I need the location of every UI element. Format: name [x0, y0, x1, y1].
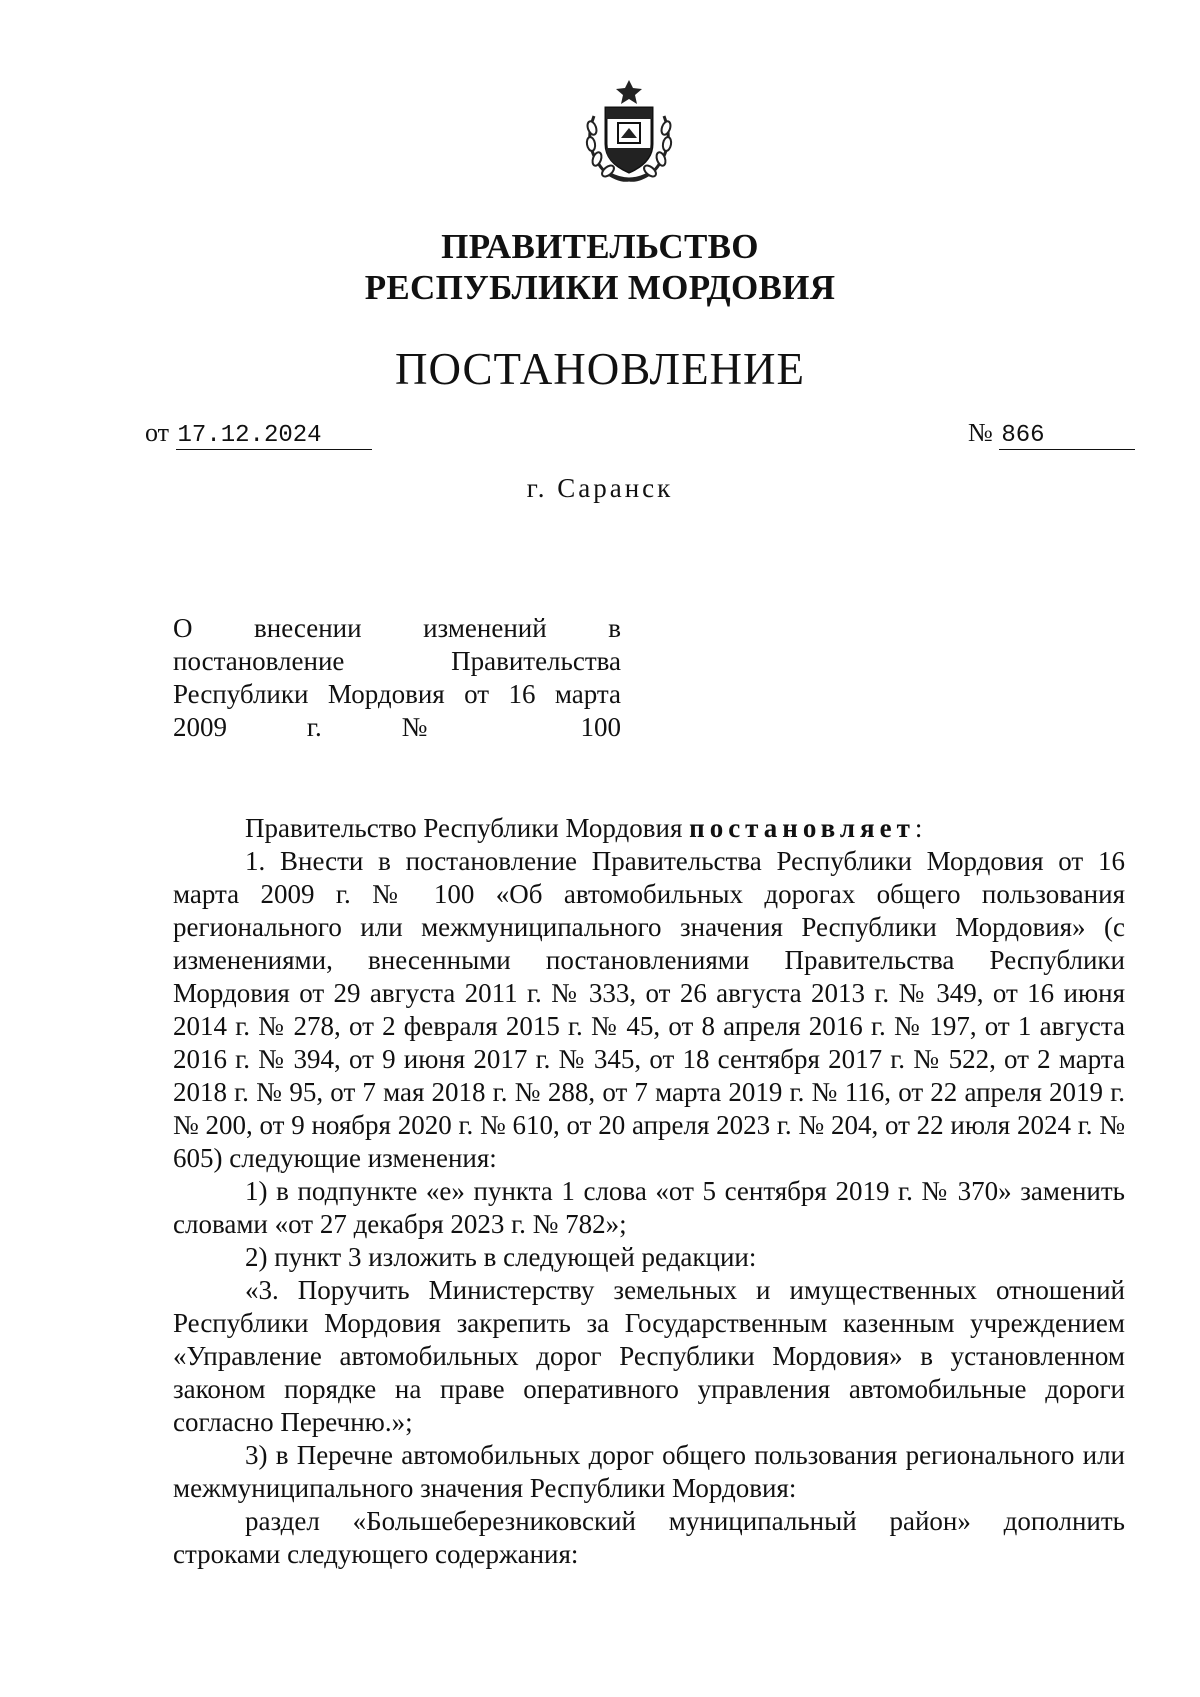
organization-name-line1: ПРАВИТЕЛЬСТВО: [441, 227, 759, 266]
body-paragraph-2: 1) в подпункте «е» пункта 1 слова «от 5 сентября 2019 г. № 370» заменить словами «от 27 декабря 2023 г. № 782»;: [173, 1176, 1125, 1239]
body-intro-text: Правительство Республики Мордовия: [245, 813, 683, 843]
document-number: 866: [999, 424, 1135, 450]
organization-name-line2: РЕСПУБЛИКИ МОРДОВИЯ: [364, 268, 836, 307]
document-date: 17.12.2024: [176, 424, 372, 450]
document-city: г. Саранск: [526, 473, 674, 503]
document-number-line: [968, 417, 1135, 450]
document-subject: О внесении изменений в постановление Правительства Республики Мордовия от 16 марта 2009 г. № 100: [173, 613, 621, 742]
document-type-title: ПОСТАНОВЛЕНИЕ: [394, 344, 806, 394]
body-paragraph-1: 1. Внести в постановление Правительства Республики Мордовия от 16 марта 2009 г. № 100 «Об автомобильных дорогах общего пользования регионального или межмуниципального значения Республики Мордовия» (с изменениями, внесенными постановлениями Правительства Республики Мордовия от 29 августа 2011 г. № 333, от 26 августа 2013 г. № 349, от 16 июня 2014 г. № 278, от 2 февраля 2015 г. № 45, от 8 апреля 2016 г. № 197, от 1 августа 2016 г. № 394, от 9 июня 2017 г. № 345, от 18 сентября 2017 г. № 522, от 2 марта 2018 г. № 95, от 7 мая 2018 г. № 288, от 7 марта 2019 г. № 116, от 22 апреля 2019 г. № 200, от 9 ноября 2020 г. № 610, от 20 апреля 2023 г. № 204, от 22 июля 2024 г. № 605) следующие изменения:: [173, 846, 1126, 1173]
mordovia-coat-of-arms-icon: [574, 76, 684, 186]
decree-word: постановляет: [689, 813, 915, 843]
body-paragraph-5: 3) в Перечне автомобильных дорог общего пользования регионального или межмуниципального значения Республики Мордовия:: [173, 1440, 1125, 1503]
body-intro: [173, 812, 1125, 845]
body-paragraph-4: «3. Поручить Министерству земельных и имущественных отношений Республики Мордовия закрепить за Государственным казенным учреждением «Управление автомобильных дорог Республики Мордовия» в установленном законом порядке на праве оперативного управления автомобильные дороги согласно Перечню.»;: [173, 1275, 1125, 1437]
number-prefix: №: [968, 418, 993, 447]
document-date-line: [145, 417, 372, 450]
body-paragraph-6: раздел «Большеберезниковский муниципальный район» дополнить строками следующего содержания:: [173, 1506, 1125, 1569]
document-body: [173, 812, 1125, 1571]
body-intro-end: :: [914, 813, 923, 843]
body-paragraph-3: 2) пункт 3 изложить в следующей редакции:: [245, 1242, 757, 1272]
date-prefix: от: [145, 418, 170, 447]
